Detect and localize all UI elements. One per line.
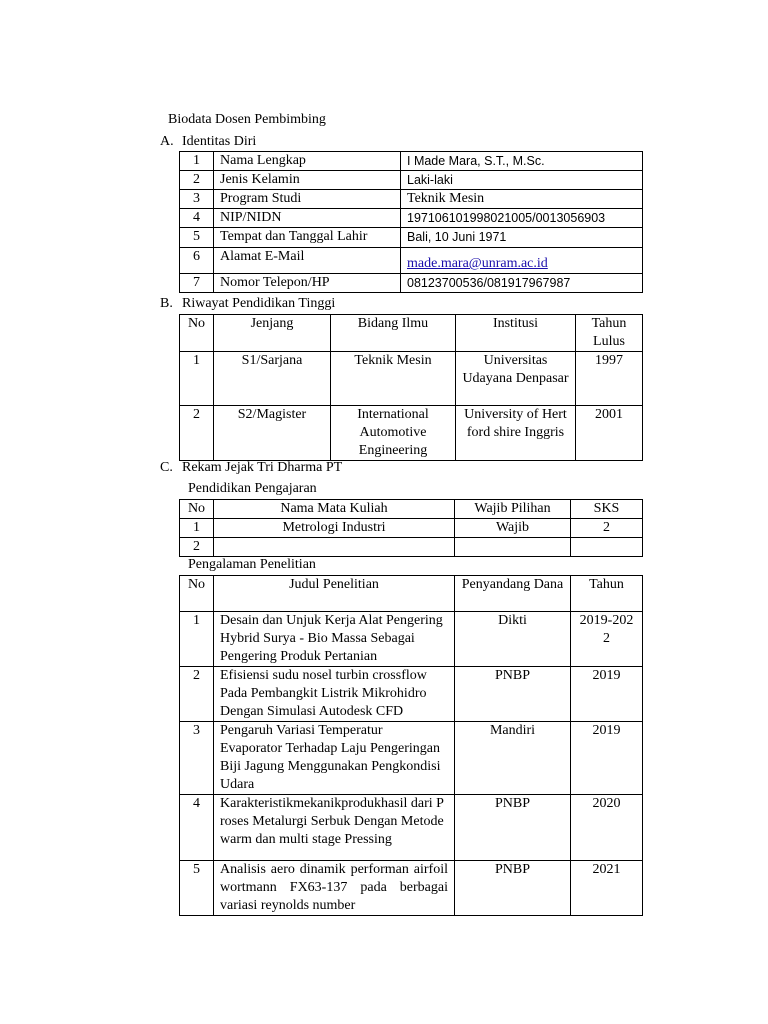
edu-no: 1	[180, 352, 214, 406]
research-no: 1	[180, 612, 214, 667]
page-title: Biodata Dosen Pembimbing	[168, 112, 326, 127]
research-judul: Analisis aero dinamik performan airfoil wortmann FX63-137 pada berbagai variasi reynolds number	[214, 861, 455, 916]
table-row	[180, 274, 643, 293]
teach-no: 2	[180, 538, 214, 557]
research-tahun: 2019	[571, 722, 643, 795]
identity-no: 6	[180, 248, 214, 274]
identity-label: Jenis Kelamin	[214, 171, 401, 190]
edu-no: 2	[180, 406, 214, 461]
header-no: No	[180, 500, 214, 519]
table-row	[180, 861, 643, 916]
table-row	[180, 152, 643, 171]
header-institusi: Institusi	[456, 315, 576, 352]
section-a-letter: A.	[160, 134, 174, 149]
header-bidang: Bidang Ilmu	[331, 315, 456, 352]
research-tahun: 2019-2022	[571, 612, 643, 667]
identity-value-cell	[401, 248, 643, 274]
research-judul: Pengaruh Variasi Temperatur Evaporator Terhadap Laju Pengeringan Biji Jagung Menggunakan Pengkondisi Udara	[214, 722, 455, 795]
table-row	[180, 722, 643, 795]
table-row	[180, 209, 643, 228]
identity-table	[179, 151, 643, 293]
identity-no: 5	[180, 228, 214, 248]
table-header-row	[180, 315, 643, 352]
table-row	[180, 248, 643, 274]
research-no: 3	[180, 722, 214, 795]
research-dana: PNBP	[455, 667, 571, 722]
edu-bidang: Teknik Mesin	[331, 352, 456, 406]
edu-jenjang: S2/Magister	[214, 406, 331, 461]
table-row	[180, 352, 643, 406]
research-judul: Karakteristikmekanikprodukhasil dari Proses Metalurgi Serbuk Dengan Metode warm dan multi stage Pressing	[214, 795, 455, 861]
edu-institusi: Universitas Udayana Denpasar	[456, 352, 576, 406]
research-dana: PNBP	[455, 795, 571, 861]
identity-value: Teknik Mesin	[401, 190, 643, 209]
identity-no: 7	[180, 274, 214, 293]
header-wajib: Wajib Pilihan	[455, 500, 571, 519]
research-tahun: 2020	[571, 795, 643, 861]
identity-label: Nama Lengkap	[214, 152, 401, 171]
research-dana: Mandiri	[455, 722, 571, 795]
edu-tahun: 2001	[576, 406, 643, 461]
research-dana: PNBP	[455, 861, 571, 916]
identity-value: Laki-laki	[401, 171, 643, 190]
identity-value: 08123700536/081917967987	[401, 274, 643, 293]
header-dana: Penyandang Dana	[455, 576, 571, 612]
edu-jenjang: S1/Sarjana	[214, 352, 331, 406]
teach-wajib	[455, 538, 571, 557]
research-judul: Efisiensi sudu nosel turbin crossflow Pada Pembangkit Listrik Mikrohidro Dengan Simulasi Autodesk CFD	[214, 667, 455, 722]
identity-no: 3	[180, 190, 214, 209]
edu-institusi: University of Hert ford shire Inggris	[456, 406, 576, 461]
table-row	[180, 171, 643, 190]
research-no: 4	[180, 795, 214, 861]
section-c-letter: C.	[160, 460, 173, 475]
identity-value: I Made Mara, S.T., M.Sc.	[401, 152, 643, 171]
identity-no: 4	[180, 209, 214, 228]
header-matkul: Nama Mata Kuliah	[214, 500, 455, 519]
header-no: No	[180, 576, 214, 612]
identity-label: NIP/NIDN	[214, 209, 401, 228]
edu-bidang: International Automotive Engineering	[331, 406, 456, 461]
table-row	[180, 538, 643, 557]
email-link[interactable]: made.mara@unram.ac.id	[407, 256, 548, 271]
identity-value: 197106101998021005/0013056903	[401, 209, 643, 228]
header-sks: SKS	[571, 500, 643, 519]
table-row	[180, 406, 643, 461]
identity-label: Alamat E-Mail	[214, 248, 401, 274]
table-header-row	[180, 500, 643, 519]
identity-label: Nomor Telepon/HP	[214, 274, 401, 293]
identity-no: 1	[180, 152, 214, 171]
table-row	[180, 795, 643, 861]
section-c-title: Rekam Jejak Tri Dharma PT	[182, 460, 343, 475]
identity-label: Tempat dan Tanggal Lahir	[214, 228, 401, 248]
header-judul: Judul Penelitian	[214, 576, 455, 612]
teach-no: 1	[180, 519, 214, 538]
identity-label: Program Studi	[214, 190, 401, 209]
table-row	[180, 667, 643, 722]
teach-wajib: Wajib	[455, 519, 571, 538]
research-judul: Desain dan Unjuk Kerja Alat Pengering Hybrid Surya - Bio Massa Sebagai Pengering Produk Pertanian	[214, 612, 455, 667]
table-row	[180, 612, 643, 667]
table-row	[180, 190, 643, 209]
pengajaran-title: Pendidikan Pengajaran	[188, 481, 317, 496]
section-b-title: Riwayat Pendidikan Tinggi	[182, 296, 336, 311]
table-row	[180, 228, 643, 248]
research-table	[179, 575, 643, 916]
teaching-table	[179, 499, 643, 557]
header-no: No	[180, 315, 214, 352]
research-no: 5	[180, 861, 214, 916]
teach-sks	[571, 538, 643, 557]
identity-value: Bali, 10 Juni 1971	[401, 228, 643, 248]
research-dana: Dikti	[455, 612, 571, 667]
table-header-row	[180, 576, 643, 612]
section-a-title: Identitas Diri	[182, 134, 257, 149]
header-tahun: Tahun	[571, 576, 643, 612]
teach-matkul: Metrologi Industri	[214, 519, 455, 538]
research-tahun: 2021	[571, 861, 643, 916]
teach-matkul	[214, 538, 455, 557]
identity-no: 2	[180, 171, 214, 190]
teach-sks: 2	[571, 519, 643, 538]
table-row	[180, 519, 643, 538]
section-b-letter: B.	[160, 296, 173, 311]
research-tahun: 2019	[571, 667, 643, 722]
research-no: 2	[180, 667, 214, 722]
header-jenjang: Jenjang	[214, 315, 331, 352]
penelitian-title: Pengalaman Penelitian	[188, 557, 316, 572]
education-table	[179, 314, 643, 461]
edu-tahun: 1997	[576, 352, 643, 406]
header-tahun: Tahun Lulus	[576, 315, 643, 352]
